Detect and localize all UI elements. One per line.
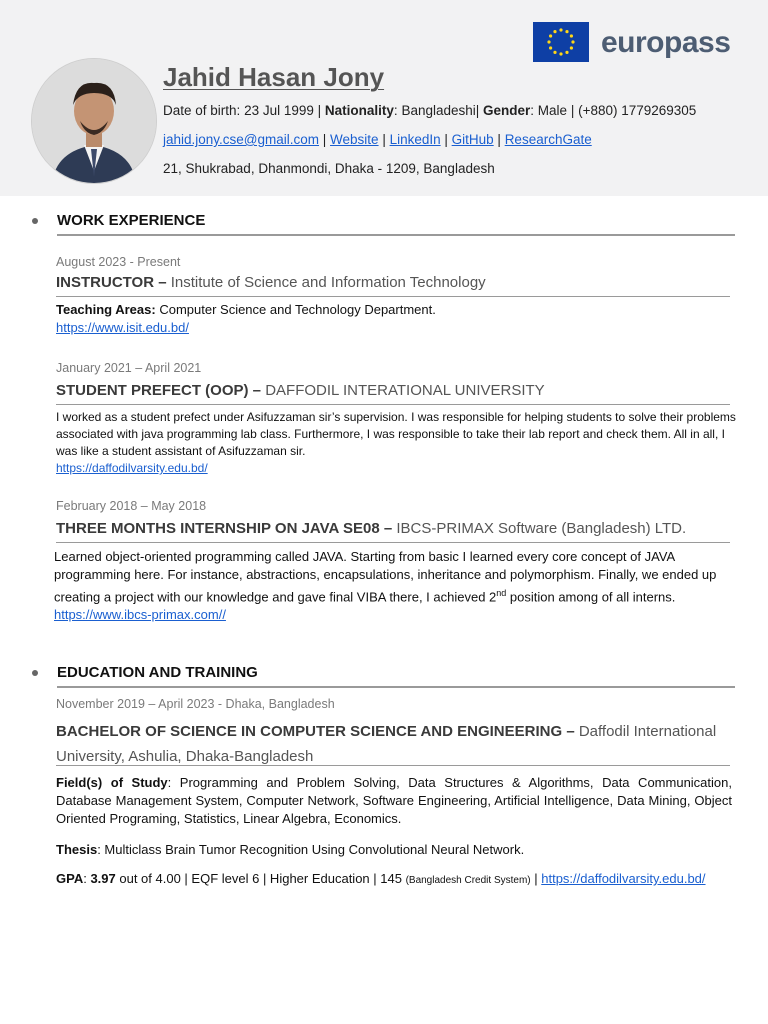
- linkedin-link[interactable]: LinkedIn: [389, 132, 441, 147]
- eu-flag-icon: [533, 22, 589, 62]
- profile-photo: [31, 58, 157, 184]
- bullet-icon: [32, 670, 38, 676]
- teaching-areas-label: Teaching Areas:: [56, 302, 156, 317]
- dob-label: Date of birth:: [163, 103, 241, 118]
- degree-divider: [56, 765, 730, 766]
- address: 21, Shukrabad, Dhanmondi, Dhaka - 1209, Bangladesh: [163, 161, 495, 176]
- nationality-label: Nationality: [324, 103, 394, 118]
- job-divider: [56, 296, 730, 297]
- job-title: [56, 274, 486, 291]
- job-description: I worked as a student prefect under Asifuzzaman sir’s supervision. I was responsible for helping students to solve their problems associated with java programming lab class. Furthermore, I was responsible to take their lab report and check them. All in all, I was like a student assistant of Asifuzzaman sir. https://daffodilvarsity.edu.bd/: [56, 410, 736, 475]
- job-date: February 2018 – May 2018: [56, 499, 207, 513]
- job-description: Teaching Areas: Computer Science and Technology Department. https://www.isit.edu.bd/: [56, 302, 436, 335]
- field-of-study: Field(s) of Study: Programming and Problem Solving, Data Structures & Algorithms, Data Communication, Database Management System, Computer Network, Software Engineering, Artificial Intelligence, Data Mining, Object Oriented Programing, Statistics, Linear Algebra, Economics.: [56, 775, 732, 826]
- section-divider: [57, 234, 735, 236]
- job-date: August 2023 - Present: [56, 255, 181, 269]
- section-title: EDUCATION AND TRAINING: [57, 664, 258, 681]
- job-divider: [56, 404, 730, 405]
- gpa-line: GPA: 3.97 out of 4.00 | EQF level 6 | Higher Education | 145 (Bangladesh Credit System) | https://daffodilvarsity.edu.bd/: [56, 871, 706, 886]
- section-title: WORK EXPERIENCE: [57, 212, 206, 229]
- job-org: IBCS-PRIMAX Software (Bangladesh) LTD.: [396, 520, 687, 537]
- contact-links-line: jahid.jony.cse@gmail.com | Website | LinkedIn | GitHub | ResearchGate: [163, 132, 592, 147]
- thesis: Thesis: Multiclass Brain Tumor Recognition Using Convolutional Neural Network.: [56, 842, 525, 857]
- university-link[interactable]: https://daffodilvarsity.edu.bd/: [541, 871, 706, 886]
- phone-number: (+880) 1779269305: [578, 103, 697, 118]
- avatar-icon: [32, 59, 156, 183]
- credit-note: (Bangladesh Credit System): [405, 875, 531, 886]
- job-divider: [56, 542, 730, 543]
- job-date: January 2021 – April 2021: [56, 361, 202, 375]
- degree-name: BACHELOR OF SCIENCE IN COMPUTER SCIENCE AND ENGINEERING –: [56, 723, 575, 740]
- school-location: University, Ashulia, Dhaka-Bangladesh: [56, 748, 314, 765]
- job-title: [56, 382, 545, 399]
- job-role: THREE MONTHS INTERNSHIP ON JAVA SE08 –: [56, 520, 393, 537]
- school-name: Daffodil International: [578, 723, 717, 740]
- daffodil-link[interactable]: https://daffodilvarsity.edu.bd/: [56, 461, 208, 475]
- ibcs-link[interactable]: https://www.ibcs-primax.com//: [54, 607, 226, 623]
- job-org: Institute of Science and Information Technology: [170, 274, 486, 291]
- candidate-name: Jahid Hasan Jony: [163, 62, 385, 92]
- gender-label: Gender: [483, 103, 531, 118]
- isit-link[interactable]: https://www.isit.edu.bd/: [56, 320, 189, 335]
- job-role: STUDENT PREFECT (OOP) –: [56, 382, 262, 399]
- personal-info-line: Date of birth: 23 Jul 1999 | Nationality: Bangladeshi| Gender: Male | (+880) 1779269305: [163, 103, 697, 118]
- email-link[interactable]: jahid.jony.cse@gmail.com: [163, 132, 320, 147]
- dob-value: 23 Jul 1999: [244, 103, 314, 118]
- gpa-value: 3.97: [90, 871, 116, 886]
- education-date: November 2019 – April 2023 - Dhaka, Bangladesh: [56, 697, 335, 711]
- job-description: Learned object-oriented programming called JAVA. Starting from basic I learned every core concept of JAVA programming here. For instance, abstractions, encapsulations, inheritance and polymorphism. Finally, we ended up creating a project with our knowledge and gave final VIBA there, I achieved 2nd position among of all interns. https://www.ibcs-primax.com//: [54, 549, 717, 623]
- researchgate-link[interactable]: ResearchGate: [504, 132, 592, 147]
- gender-value: Male: [537, 103, 568, 118]
- nationality-value: Bangladeshi: [401, 103, 476, 118]
- job-org: DAFFODIL INTERATIONAL UNIVERSITY: [265, 382, 545, 399]
- bullet-icon: [32, 218, 38, 224]
- europass-logo: europass: [601, 26, 731, 59]
- website-link[interactable]: Website: [330, 132, 379, 147]
- job-role: INSTRUCTOR –: [56, 274, 167, 291]
- degree-title: [56, 719, 746, 769]
- job-title: [56, 520, 686, 537]
- github-link[interactable]: GitHub: [451, 132, 494, 147]
- header-banner: [0, 0, 768, 196]
- section-divider: [57, 686, 735, 688]
